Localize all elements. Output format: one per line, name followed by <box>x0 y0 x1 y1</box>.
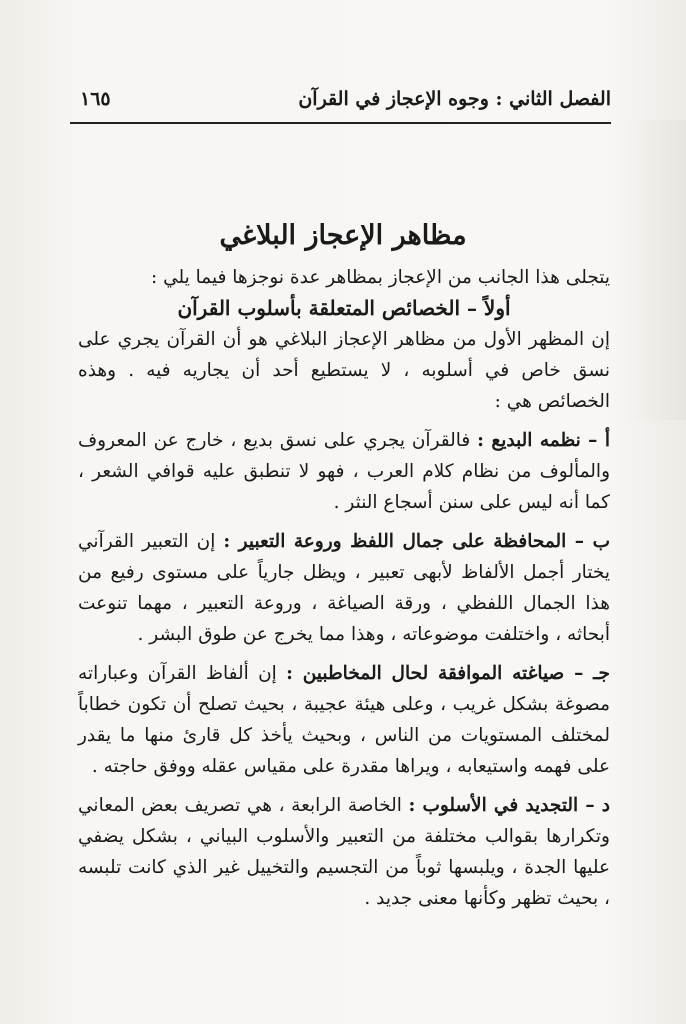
page-number: ١٦٥ <box>80 88 111 110</box>
item-c-text: إن ألفاظ القرآن وعباراته مصوغة بشكل غريب ، وعلى هيئة عجيبة ، بحيث تصلح أن تكون خطاباً لمختلف المستويات من الناس ، وبحيث يأخذ كل قارئ منها ما يقدر على فهمه واستيعابه ، ويراها مقدرة على مقياس عقله ووفق حاجته . <box>78 663 610 777</box>
first-heading: أولاً – الخصائص المتعلقة بأسلوب القرآن <box>177 296 511 320</box>
item-a <box>78 425 610 518</box>
running-header <box>70 82 611 124</box>
page-edge-shadow <box>626 120 686 420</box>
chapter-title: الفصل الثاني : وجوه الإعجاز في القرآن <box>298 88 611 110</box>
item-d-label: د – التجديد في الأسلوب : <box>408 795 610 816</box>
item-a-text: فالقرآن يجري على نسق بديع ، خارج عن المعروف والمألوف من نظام كلام العرب ، فهو لا تنطبق عليه قوافي الشعر ، كما أنه ليس على سنن أسجاع النثر . <box>78 430 610 513</box>
body-text <box>78 262 610 914</box>
item-b <box>78 526 610 650</box>
first-paragraph: إن المظهر الأول من مظاهر الإعجاز البلاغي هو أن القرآن يجري على نسق خاص في أسلوبه ، لا يستطيع أحد أن يجاريه فيه . وهذه الخصائص هي : <box>78 329 610 412</box>
item-a-label: أ – نظمه البديع : <box>477 430 610 451</box>
item-d <box>78 790 610 914</box>
section-title: مظاهر الإعجاز البلاغي <box>219 220 467 251</box>
item-b-text: إن التعبير القرآني يختار أجمل الألفاظ لأبهى تعبير ، ويظل جارياً على مستوى رفيع من هذا الجمال اللفظي ، ورقة الصياغة ، وروعة التعبير ، مهما تنوعت أبحاثه ، واختلفت موضوعاته ، وهذا مما يخرج عن طوق البشر . <box>78 531 610 645</box>
item-c-label: جـ – صياغته الموافقة لحال المخاطبين : <box>286 663 610 684</box>
item-b-label: ب – المحافظة على جمال اللفظ وروعة التعبير : <box>223 531 610 552</box>
item-d-text: الخاصة الرابعة ، هي تصريف بعض المعاني وتكرارها بقوالب مختلفة من التعبير والأسلوب البياني ، بشكل يضفي عليها الجدة ، ويلبسها ثوباً من التجسيم والتخييل غير الذي كانت تلبسه ، بحيث تظهر وكأنها معنى جديد . <box>78 795 610 909</box>
intro-paragraph: يتجلى هذا الجانب من الإعجاز بمظاهر عدة نوجزها فيما يلي : <box>150 267 610 288</box>
item-c <box>78 658 610 782</box>
